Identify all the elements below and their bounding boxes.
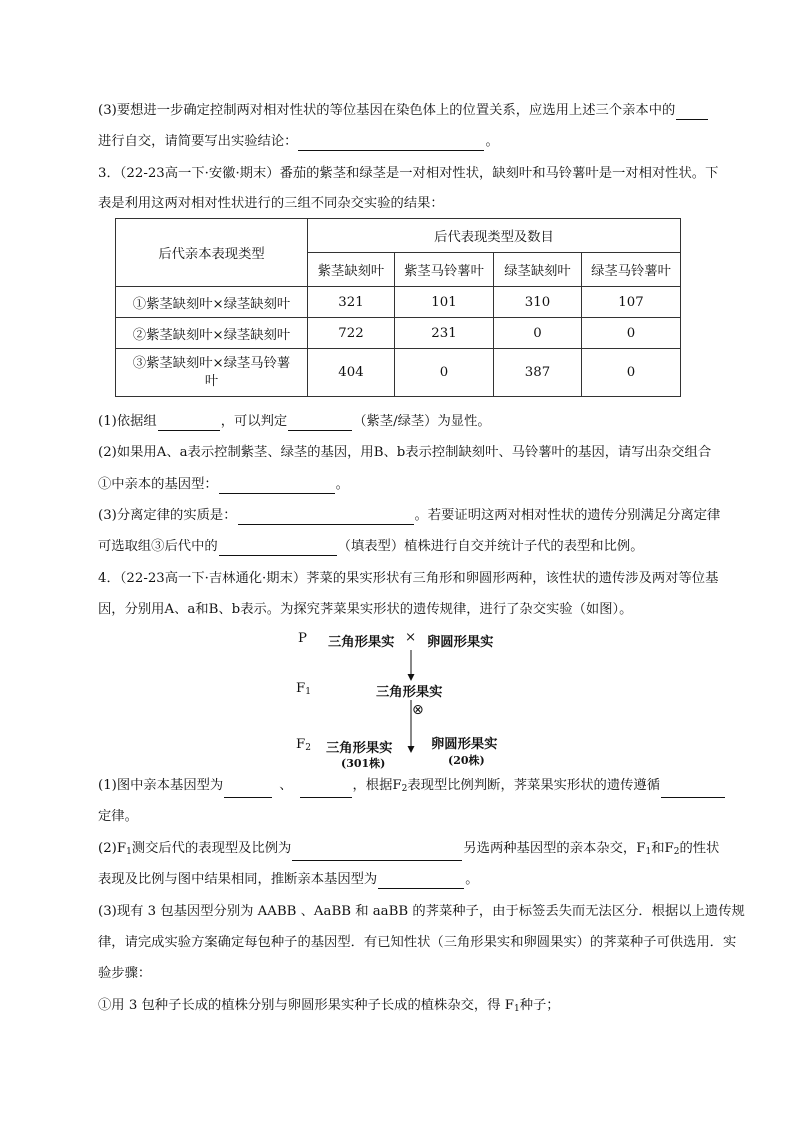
answer-blank[interactable] [298,136,484,151]
answer-blank[interactable] [238,510,414,525]
table-group-header: 后代表现类型及数目 [308,219,681,253]
column-header: 绿茎缺刻叶 [494,253,582,287]
value-cell: 722 [308,318,395,349]
q2-part3-line1: (3)要想进一步确定控制两对相对性状的等位基因在染色体上的位置关系，应选用上述三个亲本中的 [98,102,709,120]
column-header: 紫茎缺刻叶 [308,253,395,287]
cross-cell: ①紫茎缺刻叶×绿茎缺刻叶 [116,287,308,318]
f1-phenotype: 三角形果实 [376,685,443,700]
q3-part3-line2: 可选取组③后代中的 （填表型）植株进行自交并统计子代的表型和比例。 [98,539,644,554]
q4-part1-line2: 定律。 [98,809,138,824]
q3-part1: (1)依据组 ，可以判定 （紫茎/绿茎）为显性。 [98,414,491,429]
q3-part3-line1: (3)分离定律的实质是： 。若要证明这两对相对性状的遗传分别满足分离定律 [98,508,721,523]
table-row [116,318,681,349]
arrow-head-icon [408,746,415,753]
f2-phenotype-right: 卵圆形果实 [431,737,498,752]
q4-part3-line2: 律，请完成实验方案确定每包种子的基因型．有已知性状（三角形果实和卵圆果实）的荠菜种子可供选用．实 [98,935,737,950]
f2-count-right: (20株) [448,754,485,767]
answer-blank[interactable] [661,783,725,798]
q4-part2-line1: $(2)F_1$测交后代的表现型及比例为 另选两种基因型的亲本杂交，$F_1$和$F_2$的性状 [98,840,719,861]
cross-cell: ③紫茎缺刻叶×绿茎马铃薯 叶 [116,349,308,397]
p-parent-right: 卵圆形果实 [427,635,494,650]
column-header: 绿茎马铃薯叶 [582,253,681,287]
p-generation-label: P [298,631,307,646]
table-corner-header: 后代亲本表现类型 [116,219,308,287]
q3-stem-line1: 3．（22-23高一下·安徽·期末）番茄的紫茎和绿茎是一对相对性状，缺刻叶和马铃薯叶是一对相对性状。下 [98,166,719,181]
f2-count-left: (301株) [341,757,386,770]
p-parent-left: 三角形果实 [328,635,395,650]
q4-stem-line2: 因，分别用A、a和B、b表示。为探究荠菜果实形状的遗传规律，进行了杂交实验（如图）。 [98,602,633,617]
column-header: 紫茎马铃薯叶 [395,253,494,287]
answer-blank[interactable] [219,479,335,494]
q2-part3-line2: 进行自交，请简要写出实验结论： 。 [98,134,499,149]
value-cell: 310 [494,287,582,318]
value-cell: 0 [395,349,494,397]
value-cell: 107 [582,287,681,318]
q3-stem-line2: 表是利用这两对相对性状进行的三组不同杂交实验的结果： [98,196,444,211]
q3-part2-line1: (2)如果用A、a表示控制紫茎、绿茎的基因，用B、b表示控制缺刻叶、马铃薯叶的基因，请写出杂交组合 [98,445,712,460]
q4-part3-line1: (3)现有 3 包基因型分别为 AABB 、AaBB 和 aaBB 的荠菜种子，由于标签丢失而无法区分．根据以上遗传规 [98,904,745,919]
answer-blank[interactable] [378,874,464,889]
q4-part2-line2: 表现及比例与图中结果相同，推断亲本基因型为 。 [98,872,479,887]
f2-generation-label: $F_2$ [296,737,311,753]
answer-blank[interactable] [300,783,352,798]
f1-generation-label: $F_1$ [296,681,311,697]
answer-blank[interactable] [292,846,462,861]
value-cell: 404 [308,349,395,397]
table-row [116,349,681,397]
cross-results-table [115,218,681,397]
answer-blank[interactable] [219,541,337,556]
value-cell: 101 [395,287,494,318]
value-cell: 321 [308,287,395,318]
q4-part3-line3: 验步骤： [98,966,152,981]
q3-part2-line2: ①中亲本的基因型： 。 [98,477,349,492]
arrow-head-icon [408,674,415,681]
q4-stem-line1: 4．（22-23高一下·吉林通化·期末）荠菜的果实形状有三角形和卵圆形两种，该性状的遗传涉及两对等位基 [98,571,719,586]
value-cell: 231 [395,318,494,349]
value-cell: 0 [582,349,681,397]
answer-blank[interactable] [224,783,272,798]
selfing-symbol-icon: ⊗ [412,702,424,718]
value-cell: 0 [494,318,582,349]
answer-blank[interactable] [288,416,352,431]
q4-part3-step1: ①用 3 包种子长成的植株分别与卵圆形果实种子长成的植株杂交，得 $F_1$种子； [98,998,560,1014]
answer-blank[interactable] [676,105,708,120]
q4-part1-line1: (1)图中亲本基因型为 、 ，根据$F_2$表现型比例判断，荠菜果实形状的遗传遵循 [98,777,726,798]
table-row [116,287,681,318]
value-cell: 0 [582,318,681,349]
f2-phenotype-left: 三角形果实 [326,741,393,756]
answer-blank[interactable] [158,416,220,431]
cross-cell: ②紫茎缺刻叶×绿茎缺刻叶 [116,318,308,349]
value-cell: 387 [494,349,582,397]
cross-symbol: × [405,630,417,645]
